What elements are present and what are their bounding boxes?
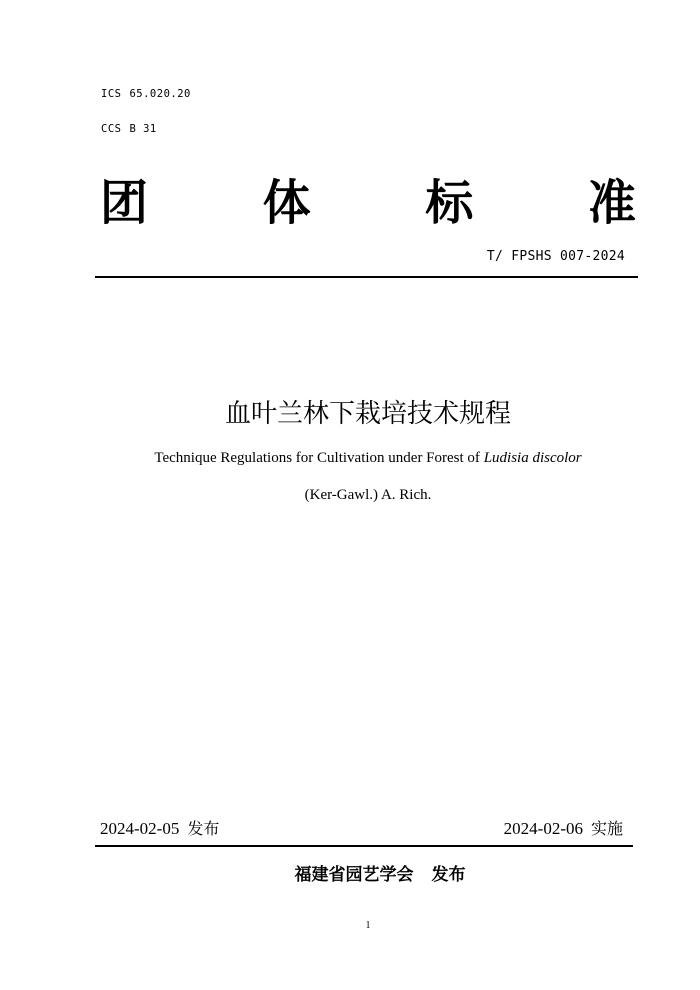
main-title-chinese: 血叶兰林下栽培技术规程	[224, 399, 511, 429]
title-char-2: 体	[262, 175, 311, 231]
main-title-english	[0, 450, 700, 467]
species-name: Ludisia discolor	[483, 450, 582, 466]
document-type-title	[100, 168, 636, 238]
ccs-label: CCS	[101, 123, 122, 135]
bottom-divider	[95, 845, 633, 847]
publisher-name: 福建省园艺学会	[294, 865, 414, 885]
implement-date: 2024-02-06	[503, 819, 583, 838]
implement-label: 实施	[590, 819, 623, 838]
ics-value: 65.020.20	[129, 88, 191, 100]
title-char-3: 标	[425, 175, 474, 231]
main-title-english-line2: (Ker-Gawl.) A. Rich.	[304, 487, 432, 503]
ics-label: ICS	[101, 88, 122, 100]
title-char-1: 团	[100, 175, 149, 231]
publisher-action: 发布	[431, 865, 466, 885]
publisher-line	[0, 860, 700, 885]
english-title-text: Technique Regulations for Cultivation under Forest of	[154, 450, 484, 466]
publish-date: 2024-02-05	[100, 819, 180, 838]
standard-number: T/ FPSHS 007-2024	[486, 249, 625, 264]
title-char-4: 准	[587, 175, 636, 231]
ccs-value: B 31	[129, 123, 157, 135]
implement-date-block	[504, 816, 623, 839]
publish-label: 发布	[187, 819, 220, 838]
ccs-code	[101, 123, 165, 135]
ics-code	[101, 88, 199, 100]
publish-date-block	[100, 816, 219, 839]
top-divider	[95, 276, 638, 278]
page-number: 1	[365, 920, 371, 931]
